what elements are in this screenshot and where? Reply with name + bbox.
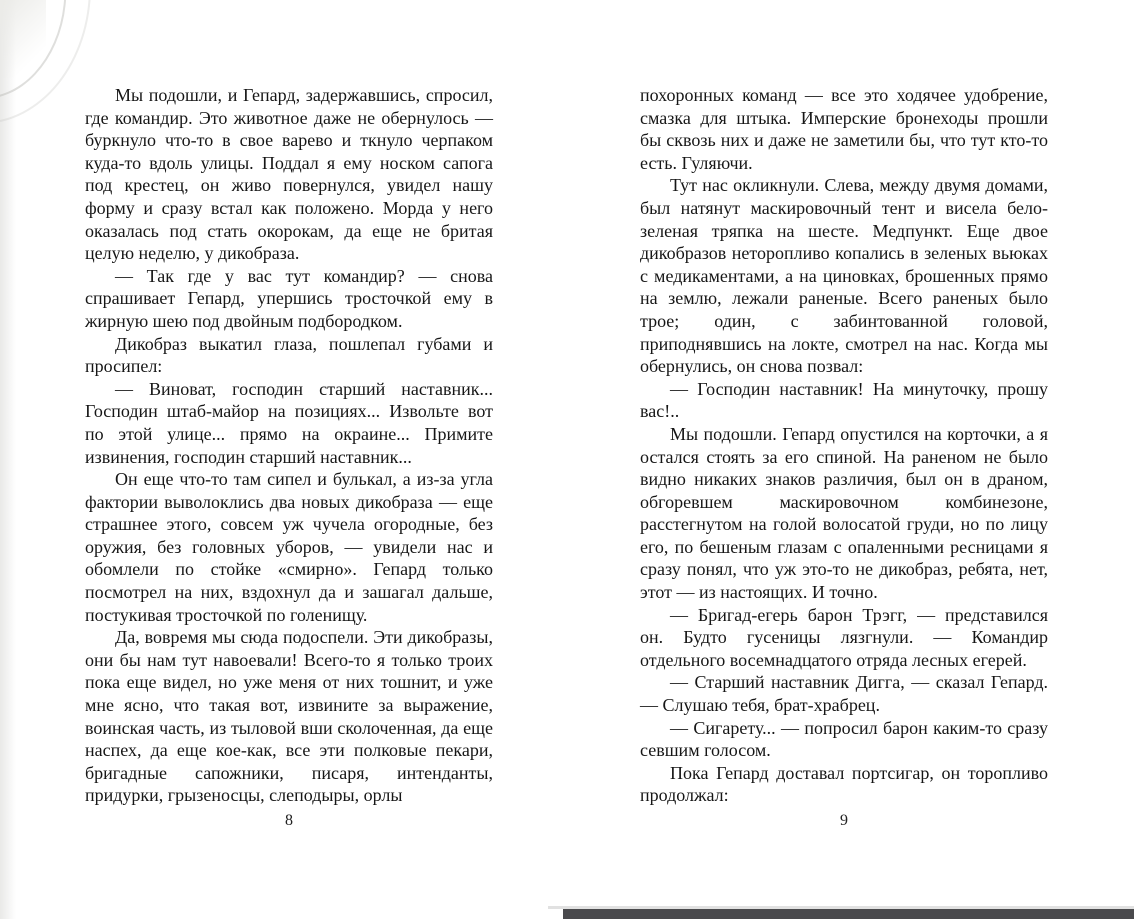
paragraph: Мы подошли, и Гепард, задержавшись, спросил, где командир. Это животное даже не обернулось — буркнуло что-то в свое варево и ткнуло черпаком куда-то вдоль улицы. Поддал я ему носком сапога под крестец, он живо повернулся, увидел нашу форму и сразу встал как положено. Морда у него оказалась под стать окорокам, да еще не бритая целую неделю, у дикобраза. [85,85,493,264]
paragraph: — Бригад-егерь барон Трэгг, — представился он. Будто гусеницы лязгнули. — Командир отдельного восемнадцатого отряда лесных егерей. [640,604,1048,670]
paragraph: — Старший наставник Дигга, — сказал Гепард. — Слушаю тебя, брат-храбрец. [640,672,1048,716]
paragraph: Тут нас окликнули. Слева, между двумя домами, был натянут маскировочный тент и висела бело-зеленая тряпка на шесте. Медпункт. Еще двое дикобразов неторопливо копались в зеленых вьюках с медикаментами, а на циновках, брошенных прямо на землю, лежали раненые. Всего раненых было трое; один, с забинтованной головой, приподнявшись на локте, смотрел на нас. Когда мы обернулись, он снова позвал: [640,175,1048,377]
paragraph: Дикобраз выкатил глаза, пошлепал губами и просипел: [85,333,493,377]
page-right [567,0,1134,919]
paragraph: Мы подошли. Гепард опустился на корточки, а я остался стоять за его спиной. На раненом не было видно никаких знаков различия, был он в драном, обгоревшем маскировочном комбинезоне, расстегнутом на голой волосатой груди, но по лицу его, по бешеным глазам с опаленными ресницами я сразу понял, что уж это-то не дикобраз, ребята, нет, этот — из настоящих. И точно. [640,423,1048,603]
paragraph: Да, вовремя мы сюда подоспели. Эти дикобразы, они бы нам тут навоевали! Всего-то я только троих пока еще видел, но уже меня от них тошнит, и уже мне ясно, что такая вот, извините за выражение, воинская часть, из тыловой вши сколоченная, да еще наспех, да еще кое-как, все эти полковые пекари, бригадные сапожники, писаря, интенданты, придурки, грызеносцы, слеподыры, орлы [85,627,493,806]
page-number-right: 9 [840,812,848,829]
page-number-left: 8 [285,812,293,829]
page-left-text [85,84,493,807]
paragraph: — Так где у вас тут командир? — снова спрашивает Гепард, упершись тросточкой ему в жирную шею под двойным подбородком. [85,265,493,331]
paragraph: — Сигарету... — попросил барон каким-то сразу севшим голосом. [640,717,1048,761]
paragraph: — Виноват, господин старший наставник... Господин штаб-майор на позициях... Извольте вот по этой улице... прямо на окраине... Примите извинения, господин старший наставник... [85,378,493,467]
paragraph-continuation: похоронных команд — все это ходячее удобрение, смазка для штыка. Имперские бронеходы прошли бы сквозь них и даже не заметили бы, что тут кто-то есть. Гуляючи. [640,85,1048,173]
paragraph: — Господин наставник! На минуточку, прошу вас!.. [640,378,1048,422]
book-edge-shadow [563,909,1134,919]
page-right-text [640,84,1048,807]
paragraph: Он еще что-то там сипел и булькал, а из-за угла фактории выволоклись два новых дикобраза — еще страшнее этого, совсем уж чучела огородные, без оружия, без головных уборов, — увидели нас и обомлели по стойке «смирно». Гепард только посмотрел на них, вздохнул да и зашагал дальше, постукивая тросточкой по голенищу. [85,469,493,625]
paragraph: Пока Гепард доставал портсигар, он торопливо продолжал: [640,762,1048,806]
